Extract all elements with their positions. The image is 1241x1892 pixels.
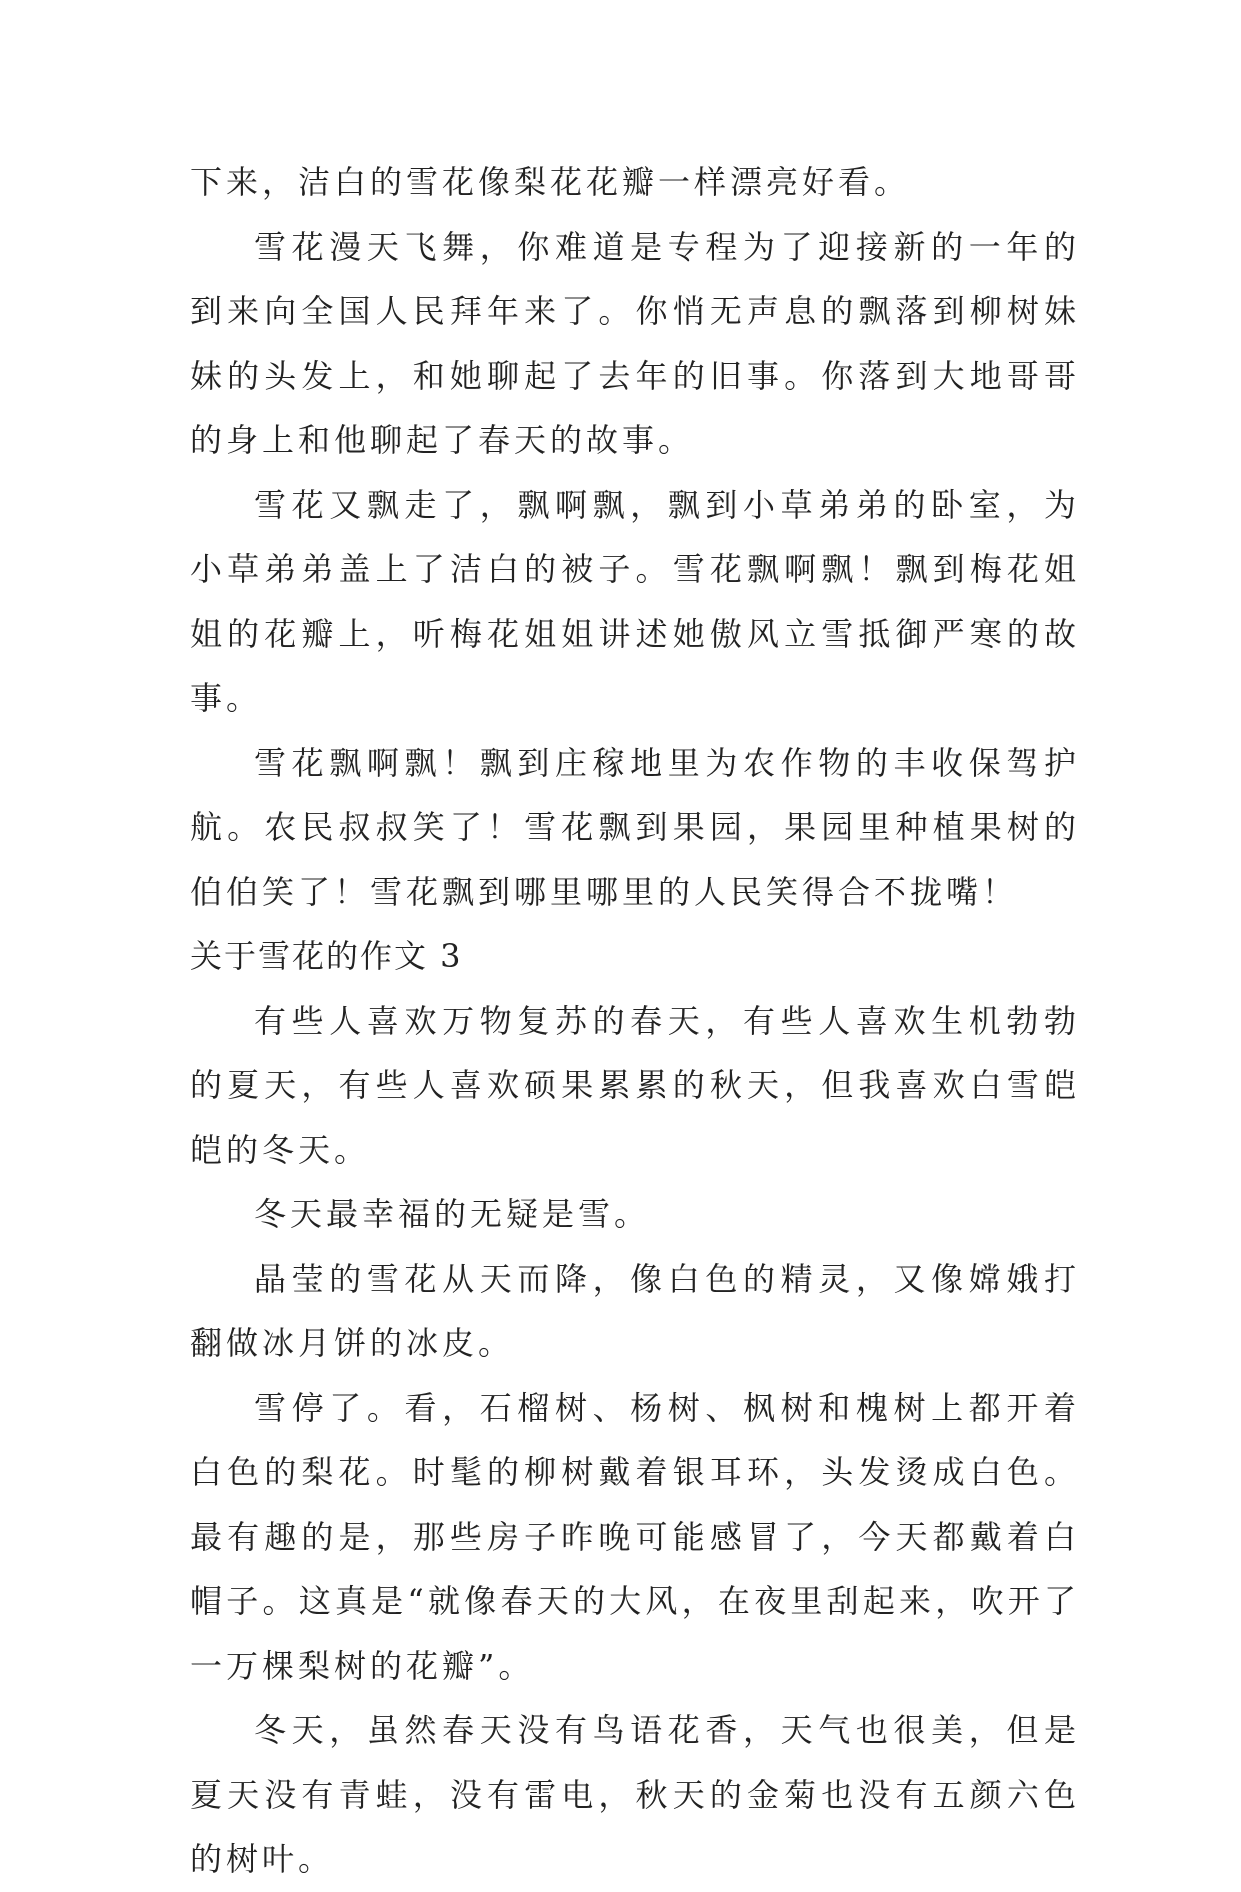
paragraph-9: 冬天，虽然春天没有鸟语花香，天气也很美，但是夏天没有青蛙，没有雷电，秋天的金菊也没有五颜六色的树叶。 [190,1711,1080,1878]
paragraph-8: 雪停了。看，石榴树、杨树、枫树和槐树上都开着白色的梨花。时髦的柳树戴着银耳环，头发烫成白色。最有趣的是，那些房子昨晚可能感冒了，今天都戴着白帽子。这真是“就像春天的大风，在夜里刮起来，吹开了一万棵梨树的花瓣”。 [190,1388,1080,1685]
paragraph-4: 雪花飘啊飘！飘到庄稼地里为农作物的丰收保驾护航。农民叔叔笑了！雪花飘到果园，果园里种植果树的伯伯笑了！雪花飘到哪里哪里的人民笑得合不拢嘴！ [190,743,1080,911]
paragraph-2: 雪花漫天飞舞，你难道是专程为了迎接新的一年的到来向全国人民拜年来了。你悄无声息的飘落到柳树妹妹的头发上，和她聊起了去年的旧事。你落到大地哥哥的身上和他聊起了春天的故事。 [190,227,1080,459]
paragraph-5: 有些人喜欢万物复苏的春天，有些人喜欢生机勃勃的夏天，有些人喜欢硕果累累的秋天，但我喜欢白雪皑皑的冬天。 [190,1001,1080,1169]
paragraph-1: 下来，洁白的雪花像梨花花瓣一样漂亮好看。 [190,163,911,201]
section-heading: 关于雪花的作文 3 [190,937,463,975]
paragraph-3: 雪花又飘走了，飘啊飘，飘到小草弟弟的卧室，为小草弟弟盖上了洁白的被子。雪花飘啊飘！飘到梅花姐姐的花瓣上，听梅花姐姐讲述她傲风立雪抵御严寒的故事。 [190,485,1080,717]
paragraph-7: 晶莹的雪花从天而降，像白色的精灵，又像嫦娥打翻做冰月饼的冰皮。 [190,1259,1080,1362]
document-page [190,150,1080,1892]
paragraph-6: 冬天最幸福的无疑是雪。 [254,1195,651,1233]
